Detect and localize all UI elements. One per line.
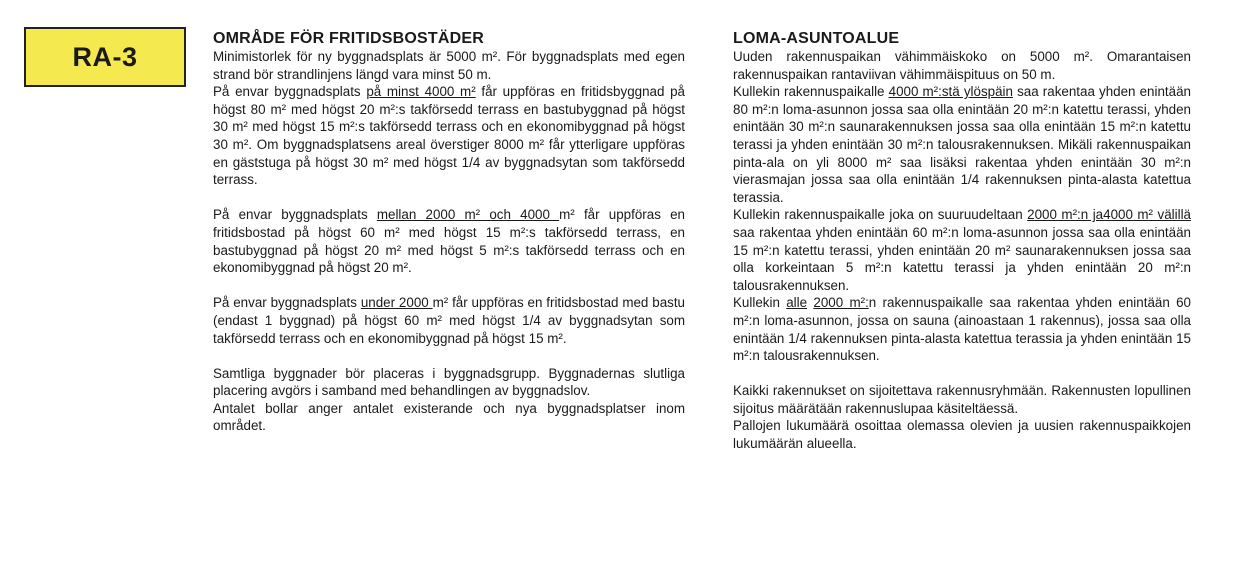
swedish-underline-area: under 2000 (360, 295, 433, 311)
finnish-paragraph-4: Kullekin alle 2000 m²:n rakennuspaikalle saa rakentaa yhden enintään 60 m²:n loma-asunnon, jossa on sauna (ainoastaan 1 rakennus), jossa saa olla enintään 1/4 rakennuksen pinta-alasta katettua terassia ja yhden enintään 15 m²:n talousrakennuksen. (733, 295, 1191, 364)
swedish-paragraph-3: På envar byggnadsplats mellan 2000 m² och 4000 m² får uppföras en fritidsbostad på högst 60 m² med högst 15 m²:s takförsedd terrass, en bastubyggnad på högst 20 m² med högst 5 m²:s takförsedd terrass och en ekonomibyggnad på högst 20 m². (213, 207, 685, 276)
swedish-paragraph-6: Antalet bollar anger antalet existerande och nya byggnadsplatser inom området. (213, 400, 685, 434)
swedish-underline-area: på minst 4000 m² (366, 84, 476, 100)
swedish-heading: OMRÅDE FÖR FRITIDSBOSTÄDER (213, 30, 484, 47)
finnish-paragraph-6: Pallojen lukumäärä osoittaa olemassa olevien ja uusien rakennuspaikkojen lukumäärän alueella. (733, 418, 1191, 452)
finnish-underline-area: 4000 m²:stä ylöspäin (888, 84, 1013, 100)
finnish-column (733, 30, 1191, 453)
swedish-paragraph-1: Minimistorlek för ny byggnadsplats är 5000 m². För byggnadsplats med egen strand bör strandlinjens längd vara minst 50 m. (213, 49, 685, 82)
finnish-underline-area: 2000 m²:n ja4000 m² välillä (1027, 207, 1191, 223)
finnish-paragraph-5: Kaikki rakennukset on sijoitettava rakennusryhmään. Rakennusten lopullinen sijoitus määrätään rakennuslupaa käsiteltäessä. (733, 383, 1191, 416)
swedish-paragraph-2: På envar byggnadsplats på minst 4000 m² får uppföras en fritidsbyggnad på högst 80 m² med högst 20 m²:s takförsedd terrass en bastubyggnad på högst 30 m² med högst 15 m²:s takförsedd terrass och en ekonomibyggnad på högst 30 m². Om byggnadsplatsens areal överstiger 8000 m² får ytterligare uppföras en gäststuga på högst 30 m² med högst 1/4 av byggnadsytan som takförsedd terrass. (213, 84, 686, 188)
zone-code-label: RA-3 (72, 41, 138, 72)
finnish-paragraph-1: Uuden rakennuspaikan vähimmäiskoko on 5000 m². Omarantaisen rakennuspaikan rantaviivan vähimmäispituus on 50 m. (733, 49, 1191, 82)
zone-code-badge (24, 27, 186, 87)
finnish-heading: LOMA-ASUNTOALUE (733, 30, 900, 47)
swedish-underline-area: mellan 2000 m² och 4000 (376, 207, 560, 223)
swedish-paragraph-4: På envar byggnadsplats under 2000 m² får uppföras en fritidsbostad med bastu (endast 1 byggnad) på högst 60 m² med högst 1/4 av byggnadsytan som takförsedd terrass och en ekonomibyggnad på högst 15 m². (213, 295, 686, 346)
finnish-paragraph-2: Kullekin rakennuspaikalle 4000 m²:stä ylöspäin saa rakentaa yhden enintään 80 m²:n loma-asunnon jossa saa olla enintään 20 m²:n katettu terassi, yhden enintään 30 m²:n saunarakennuksen jossa saa olla enintään 15 m²:n katettu terassi ja yhden enintään 30 m²:n talousrakennuksen. Mikäli rakennuspaikan pinta-ala on yli 8000 m² saa lisäksi rakentaa yhden enintään 30 m²:n vierasmajan jossa saa olla enintään 1/4 rakennuksen pinta-alasta katettua terassia. (733, 84, 1191, 205)
swedish-paragraph-5: Samtliga byggnader bör placeras i byggnadsgrupp. Byggnadernas slutliga placering avgörs i samband med behandlingen av byggnadslov. (213, 365, 685, 399)
swedish-column (213, 30, 685, 435)
finnish-paragraph-3: Kullekin rakennuspaikalle joka on suuruudeltaan 2000 m²:n ja4000 m² välillä saa rakentaa yhden enintään 60 m²:n loma-asunnon jossa saa olla enintään 15 m²:n katettu terassi, yhden enintään 20 m² saunarakennuksen jossa saa olla korkeintaan 5 m²:n katettu terassi ja yhden enintään 20 m²:n talousrakennuksen. (733, 207, 1191, 293)
finnish-underline-area: 2000 m²: (813, 295, 869, 311)
finnish-underline-under: alle (786, 295, 808, 311)
